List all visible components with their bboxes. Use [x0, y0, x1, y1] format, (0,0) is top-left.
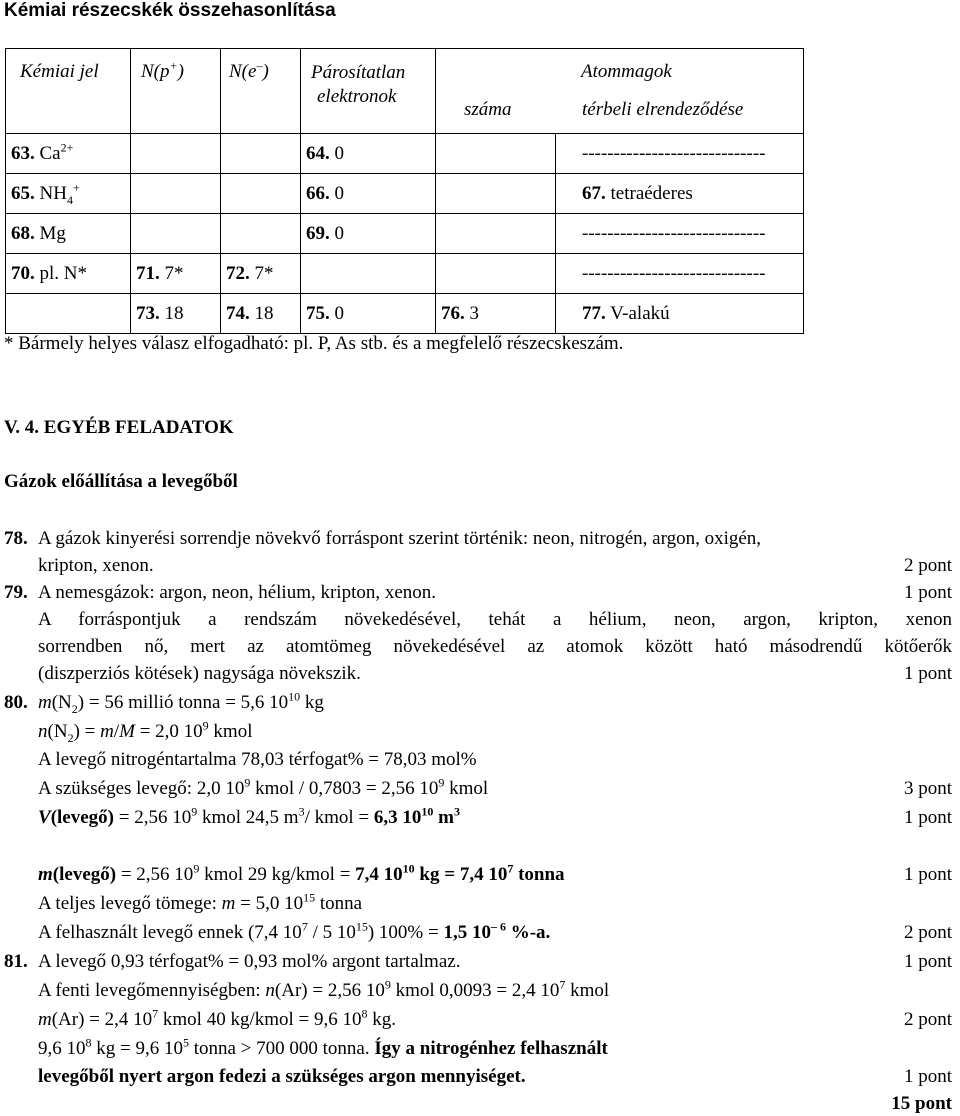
- table-cell: 71. 7*: [131, 254, 221, 294]
- header-cell: [301, 49, 436, 134]
- page-title: Kémiai részecskék összehasonlítása: [4, 0, 336, 21]
- table-cell: 75. 0: [301, 294, 436, 334]
- dash-placeholder: -----------------------------: [582, 222, 766, 244]
- answer-line: A forráspontjuk a rendszám növekedésével, tehát a hélium, neon, argon, kripton, xenon: [38, 609, 952, 630]
- table-cell: [301, 254, 436, 294]
- table-cell: 70. pl. N*: [6, 254, 131, 294]
- row-number: 63.: [11, 142, 35, 164]
- table-cell: [436, 214, 556, 254]
- calc-line: m(levegő) = 2,56 $10^9$ kmol 29 kg/kmol = 7,4 $10^{10}$ kg = 7,4 $10^7$ tonna: [38, 861, 565, 885]
- table-cell: [6, 294, 131, 334]
- header-nuclei-count: száma: [464, 99, 512, 120]
- table-cell: [556, 134, 804, 174]
- score: 1 pont: [903, 951, 952, 972]
- calc-line: V(levegő) = 2,56 $10^9$ kmol 24,5 $m^3/$ kmol = 6,3 $10^{10}$ $m^3$: [38, 804, 460, 828]
- calc-line: $m(N_2) = 56$ millió tonna = 5,6 $10^{10}$ kg: [38, 689, 324, 716]
- table-row: [6, 174, 804, 214]
- table-cell: 68. Mg: [6, 214, 131, 254]
- table-cell: 67. tetraéderes: [556, 174, 804, 214]
- table-cell: [436, 174, 556, 214]
- question-number: 81.: [4, 951, 28, 972]
- answer-line: sorrendben nő, mert az atomtömeg növekedésével az atomok között ható másodrendű kötőerők: [38, 636, 952, 657]
- table-cell: [436, 134, 556, 174]
- table-row: [6, 214, 804, 254]
- calc-line: m(Ar) = 2,4 $10^7$ kmol 40 kg/kmol = 9,6 $10^8$ kg.: [38, 1006, 397, 1030]
- calc-line: 9,6 $10^8$ kg = 9,6 $10^5$ tonna > 700 000 tonna. Így a nitrogénhez felhasznált: [38, 1035, 608, 1059]
- calc-line: $n(N_2) = m/M = 2,0$ $10^9$ kmol: [38, 718, 253, 745]
- table-cell: 76. 3: [436, 294, 556, 334]
- header-electron-count: N(e–): [229, 58, 269, 82]
- table-cell: 73. 18: [131, 294, 221, 334]
- score: 2 pont: [903, 555, 952, 576]
- comparison-table: [5, 48, 804, 334]
- dash-placeholder: -----------------------------: [582, 262, 766, 284]
- score: 1 pont: [903, 663, 952, 684]
- table-cell: 66. 0: [301, 174, 436, 214]
- score: 1 pont: [903, 807, 952, 828]
- question-number: 79.: [4, 582, 28, 603]
- question-number: 80.: [4, 692, 28, 713]
- table-cell: 74. 18: [221, 294, 301, 334]
- calc-line: levegőből nyert argon fedezi a szükséges argon mennyiséget.: [38, 1066, 526, 1087]
- table-cell: 64. 0: [301, 134, 436, 174]
- header-cell: [221, 49, 301, 134]
- answer-line: (diszperziós kötések) nagysága növekszik.: [38, 663, 361, 684]
- header-chemical-symbol: Kémiai jel: [20, 61, 99, 82]
- calc-line: A felhasznált levegő ennek (7,4 $10^7 / 5$ $10^{15}$) 100% = 1,5 $10^{- 6}$ %-a.: [38, 919, 551, 943]
- answer-line: kripton, xenon.: [38, 555, 154, 576]
- calc-line: A fenti levegőmennyiségben: n(Ar) = 2,56 $10^9$ kmol 0,0093 = 2,4 $10^7$ kmol: [38, 977, 610, 1001]
- table-row: [6, 294, 804, 334]
- dash-placeholder: -----------------------------: [582, 142, 766, 164]
- score: 1 pont: [903, 582, 952, 603]
- calc-line: A teljes levegő tömege: m = 5,0 $10^{15}$ tonna: [38, 890, 363, 914]
- table-cell: [131, 214, 221, 254]
- table-cell: [131, 134, 221, 174]
- table-cell: [436, 254, 556, 294]
- answer-line: A nemesgázok: argon, neon, hélium, kripton, xenon.: [38, 582, 437, 603]
- header-cell: [436, 49, 804, 134]
- table-cell: 69. 0: [301, 214, 436, 254]
- table-cell: [221, 214, 301, 254]
- table-header-row: [6, 49, 804, 134]
- score: 1 pont: [903, 864, 952, 885]
- section-heading: V. 4. EGYÉB FELADATOK: [4, 417, 234, 438]
- score: 2 pont: [903, 922, 952, 943]
- score: 2 pont: [903, 1009, 952, 1030]
- total-score: 15 pont: [891, 1093, 952, 1114]
- table-row: [6, 134, 804, 174]
- header-cell: [131, 49, 221, 134]
- table-cell: [556, 254, 804, 294]
- header-cell: [6, 49, 131, 134]
- calc-line: A levegő nitrogéntartalma 78,03 térfogat% = 78,03 mol%: [38, 749, 477, 770]
- table-cell: [556, 214, 804, 254]
- calc-line: A levegő 0,93 térfogat% = 0,93 mol% argont tartalmaz.: [38, 951, 461, 972]
- calc-line: A szükséges levegő: 2,0 $10^9$ kmol / 0,7803 = 2,56 $10^9$ kmol: [38, 775, 489, 799]
- question-number: 78.: [4, 528, 28, 549]
- table-cell: [131, 174, 221, 214]
- header-spatial-arrangement: térbeli elrendeződése: [582, 99, 744, 120]
- header-nuclei: Atommagok: [581, 61, 672, 82]
- table-cell: 65. $NH_4^+$: [6, 174, 131, 214]
- table-note: * Bármely helyes válasz elfogadható: pl. P, As stb. és a megfelelő részecskeszám.: [4, 333, 624, 354]
- table-cell: 77. V-alakú: [556, 294, 804, 334]
- score: 1 pont: [903, 1066, 952, 1087]
- section-subheading: Gázok előállítása a levegőből: [4, 471, 238, 492]
- answer-line: A gázok kinyerési sorrendje növekvő forráspont szerint történik: neon, nitrogén, argon, oxigén,: [38, 528, 762, 549]
- score: 3 pont: [903, 778, 952, 799]
- header-proton-count: N(p+): [141, 58, 184, 82]
- table-cell: [221, 134, 301, 174]
- table-row: [6, 254, 804, 294]
- table-cell: 63. $Ca^{2+}$: [6, 134, 131, 174]
- table-cell: 72. 7*: [221, 254, 301, 294]
- header-unpaired-electrons: Párosítatlan elektronok: [311, 62, 406, 107]
- table-cell: [221, 174, 301, 214]
